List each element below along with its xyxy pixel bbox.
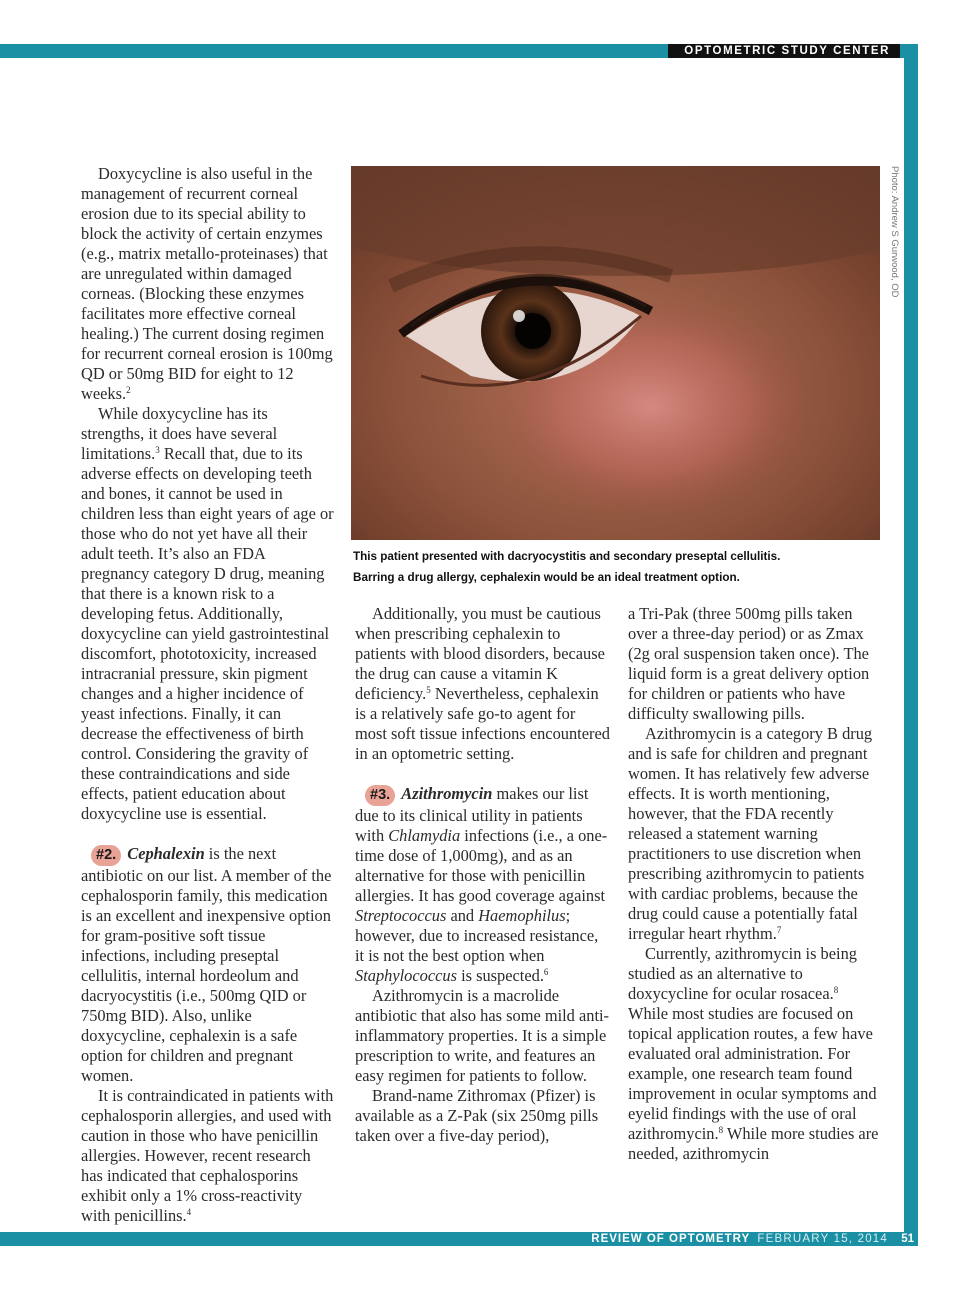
page-edge-bar <box>904 44 918 1246</box>
paragraph <box>355 1086 610 1146</box>
paragraph-text: makes our list due to its clinical utility in patients with <box>355 784 589 845</box>
drug-name: Azithromycin <box>401 784 493 803</box>
paragraph <box>628 604 880 724</box>
organism-name: Staphylococcus <box>355 966 457 985</box>
paragraph-text: Azithromycin is a category B drug and is safe for children and pregnant women. It has relatively few adverse effects. It is worth mentioning, however, that the FDA recently released a statement warning practitioners to use discretion when prescribing azithromycin to patients with cardiac problems, because the drug could cause a potentially fatal irregular heart rhythm. <box>628 724 873 943</box>
paragraph <box>81 404 335 824</box>
caption-line: Barring a drug allergy, cephalexin would be an ideal treatment option. <box>353 571 740 584</box>
caption-line: This patient presented with dacryocystitis and secondary preseptal cellulitis. <box>353 550 781 563</box>
item-number-badge: #3. <box>365 785 395 806</box>
eye-photo-image <box>351 166 880 540</box>
column-1 <box>81 164 335 1226</box>
photo-caption <box>353 546 883 588</box>
paragraph-text: is the next antibiotic on our list. A member of the cephalosporin family, this medication is an excellent and inexpensive option for gram-positive soft tissue infections, including preseptal cellulitis, internal hordeolum and dacryocystitis (i.e., 500mg QID or 750mg BID). Also, unlike doxycycline, cephalexin is a safe option for children and pregnant women. <box>81 844 332 1085</box>
organism-name: Chlamydia <box>388 826 461 845</box>
paragraph-text: It is contraindicated in patients with cephalosporin allergies, and used with caution in those who have penicillin allergies. However, recent research has indicated that cephalosporins exhibit only a 1% cross-reactivity with penicillins. <box>81 1086 334 1225</box>
paragraph-text: Currently, azithromycin is being studied as an alternative to doxycycline for ocular rosacea. <box>628 944 857 1003</box>
photo-credit: Photo: Andrew S Gurwood, OD <box>889 166 900 298</box>
paragraph-text: Azithromycin is a macrolide antibiotic that also has some mild anti-inflammatory properties. It is a simple prescription to write, and features an easy regimen for patients to follow. <box>355 986 610 1085</box>
column-3 <box>628 604 880 1164</box>
paragraph-text: While more studies are needed, azithromycin <box>628 1124 879 1163</box>
reference-number: 5 <box>426 685 431 695</box>
column-2 <box>355 604 610 1146</box>
paragraph-text: infections (i.e., a one-time dose of 1,000mg), and as an alternative for those with penicillin allergies. It has good coverage against <box>355 826 608 905</box>
page-footer <box>591 1232 914 1246</box>
section-label: OPTOMETRIC STUDY CENTER <box>668 44 900 58</box>
organism-name: Streptococcus <box>355 906 447 925</box>
reference-number: 8 <box>718 1125 724 1135</box>
paragraph-text: While doxycycline has its strengths, it does have several limitations. <box>81 404 278 463</box>
drug-name: Cephalexin <box>127 844 205 863</box>
paragraph-text: is suspected. <box>456 966 544 985</box>
paragraph-text: While most studies are focused on topical application routes, a few have evaluated oral administration. For example, one research team found improvement in ocular symptoms and eyelid findings with the use of oral azithromycin. <box>628 1004 877 1143</box>
paragraph <box>81 1086 335 1226</box>
paragraph <box>628 944 880 1164</box>
paragraph-cephalexin <box>81 844 335 1086</box>
paragraph-text: Additionally, you must be cautious when prescribing cephalexin to patients with blood disorders, because the drug can cause a vitamin K deficiency. <box>355 604 605 703</box>
reference-number: 2 <box>126 385 131 395</box>
reference-number: 8 <box>833 985 839 995</box>
paragraph <box>355 604 610 764</box>
paragraph <box>355 986 610 1086</box>
organism-name: Haemophilus <box>478 906 566 925</box>
reference-number: 6 <box>543 967 549 977</box>
paragraph <box>81 164 335 404</box>
reference-number: 3 <box>155 445 160 455</box>
issue-date: FEBRUARY 15, 2014 <box>757 1233 888 1245</box>
paragraph-text: a Tri-Pak (three 500mg pills taken over a three-day period) or as Zmax (2g oral suspension taken once). The liquid form is a great delivery option for children or patients who have difficulty swallowing pills. <box>628 604 870 723</box>
paragraph-azithromycin <box>355 784 610 986</box>
paragraph-text: Nevertheless, cephalexin is a relatively safe go-to agent for most soft tissue infections encountered in an optometric setting. <box>355 684 610 763</box>
item-number-badge: #2. <box>91 845 121 866</box>
paragraph <box>628 724 880 944</box>
paragraph-text: Recall that, due to its adverse effects on developing teeth and bones, it cannot be used in children less than eight years of age or those who do not yet have all their adult teeth. It’s also an FDA pregnancy category D drug, meaning that there is a known risk to a developing fetus. Additionally, doxycycline can yield gastrointestinal discomfort, phototoxicity, increased intracranial pressure, skin pigment changes and a higher incidence of yeast infections. Finally, it can decrease the effectiveness of birth control. Considering the gravity of these contraindications and side effects, patient education about doxycycline use is essential. <box>81 444 334 823</box>
magazine-name: REVIEW OF OPTOMETRY <box>591 1233 751 1245</box>
reference-number: 4 <box>186 1207 192 1217</box>
paragraph-text: and <box>446 906 479 925</box>
page-number: 51 <box>901 1233 914 1245</box>
reference-number: 7 <box>776 925 782 935</box>
paragraph-text: Doxycycline is also useful in the management of recurrent corneal erosion due to its special ability to block the activity of certain enzymes (e.g., matrix metallo-proteinases) that are unregulated within damaged corneas. (Blocking these enzymes facilitates more effective corneal healing.) The current dosing regimen for recurrent corneal erosion is 100mg QD or 50mg BID for eight to 12 weeks. <box>81 164 333 403</box>
paragraph-text: Brand-name Zithromax (Pfizer) is available as a Z-Pak (six 250mg pills taken over a five-day period), <box>355 1086 599 1145</box>
eye-photo <box>351 166 880 540</box>
paragraph-text: ; however, due to increased resistance, it is not the best option when <box>355 906 599 965</box>
